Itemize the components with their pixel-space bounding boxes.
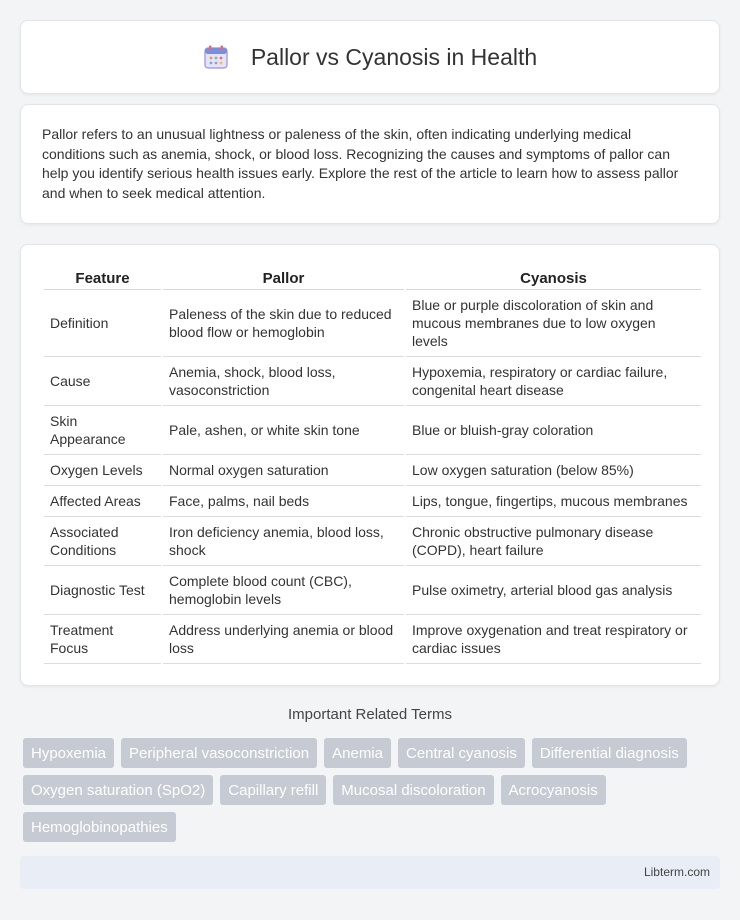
row-feature-cell: Affected Areas — [44, 486, 161, 517]
related-term-tag[interactable]: Hypoxemia — [23, 738, 114, 768]
related-term-tag[interactable]: Acrocyanosis — [501, 775, 606, 805]
row-pallor-cell: Iron deficiency anemia, blood loss, shock — [163, 517, 404, 566]
table-row — [44, 566, 701, 615]
row-pallor-cell: Complete blood count (CBC), hemoglobin levels — [163, 566, 404, 615]
calendar-icon — [203, 44, 229, 70]
related-term-tag[interactable]: Oxygen saturation (SpO2) — [23, 775, 213, 805]
row-cyanosis-cell: Blue or bluish-gray coloration — [406, 406, 701, 455]
related-term-tag[interactable]: Anemia — [324, 738, 391, 768]
related-term-tag[interactable]: Differential diagnosis — [532, 738, 687, 768]
related-term-tag[interactable]: Capillary refill — [220, 775, 326, 805]
row-cyanosis-cell: Lips, tongue, fingertips, mucous membranes — [406, 486, 701, 517]
intro-text: Pallor refers to an unusual lightness or paleness of the skin, often indicating underlying medical conditions such as anemia, shock, or blood loss. Recognizing the causes and symptoms of pallor can help you identify serious health issues early. Explore the rest of the article to learn how to assess pallor and when to seek medical attention. — [42, 126, 679, 201]
header-card — [20, 20, 720, 94]
table-row — [44, 517, 701, 566]
row-cyanosis-cell: Blue or purple discoloration of skin and mucous membranes due to low oxygen levels — [406, 290, 701, 357]
table-row — [44, 615, 701, 664]
related-term-tag[interactable]: Mucosal discoloration — [333, 775, 493, 805]
row-cyanosis-cell: Improve oxygenation and treat respiratory or cardiac issues — [406, 615, 701, 664]
row-pallor-cell: Pale, ashen, or white skin tone — [163, 406, 404, 455]
row-cyanosis-cell: Low oxygen saturation (below 85%) — [406, 455, 701, 486]
row-feature-cell: Definition — [44, 290, 161, 357]
row-feature-cell: Diagnostic Test — [44, 566, 161, 615]
table-row — [44, 486, 701, 517]
row-pallor-cell: Normal oxygen saturation — [163, 455, 404, 486]
column-header-pallor: Pallor — [163, 265, 404, 290]
row-cyanosis-cell: Hypoxemia, respiratory or cardiac failure, congenital heart disease — [406, 357, 701, 406]
table-row — [44, 406, 701, 455]
related-term-tag[interactable]: Hemoglobinopathies — [23, 812, 176, 842]
comparison-table-card — [20, 244, 720, 686]
comparison-table — [42, 265, 703, 664]
row-pallor-cell: Anemia, shock, blood loss, vasoconstriction — [163, 357, 404, 406]
row-feature-cell: Cause — [44, 357, 161, 406]
related-term-tag[interactable]: Central cyanosis — [398, 738, 525, 768]
table-row — [44, 290, 701, 357]
column-header-cyanosis: Cyanosis — [406, 265, 701, 290]
related-terms-heading: Important Related Terms — [288, 706, 452, 723]
column-header-feature: Feature — [44, 265, 161, 290]
row-pallor-cell: Address underlying anemia or blood loss — [163, 615, 404, 664]
row-feature-cell: Treatment Focus — [44, 615, 161, 664]
footer — [20, 856, 720, 889]
table-row — [44, 357, 701, 406]
page-title: Pallor vs Cyanosis in Health — [250, 43, 538, 70]
row-feature-cell: Oxygen Levels — [44, 455, 161, 486]
row-cyanosis-cell: Pulse oximetry, arterial blood gas analysis — [406, 566, 701, 615]
row-pallor-cell: Face, palms, nail beds — [163, 486, 404, 517]
related-terms-list — [23, 738, 723, 842]
footer-brand-link[interactable]: Libterm.com — [643, 865, 710, 879]
related-term-tag[interactable]: Peripheral vasoconstriction — [121, 738, 317, 768]
table-header-row — [44, 265, 701, 290]
row-cyanosis-cell: Chronic obstructive pulmonary disease (COPD), heart failure — [406, 517, 701, 566]
row-feature-cell: Associated Conditions — [44, 517, 161, 566]
intro-card — [20, 104, 720, 224]
row-feature-cell: Skin Appearance — [44, 406, 161, 455]
row-pallor-cell: Paleness of the skin due to reduced blood flow or hemoglobin — [163, 290, 404, 357]
table-row — [44, 455, 701, 486]
